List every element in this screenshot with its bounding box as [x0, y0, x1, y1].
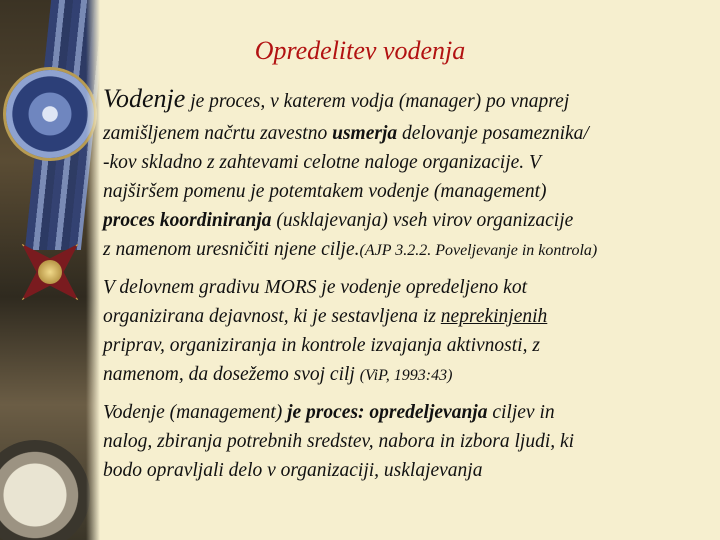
- text-line: [103, 360, 715, 390]
- text-line: [103, 82, 715, 119]
- paragraph-definition-ajp: [103, 82, 715, 265]
- citation: (ViP, 1993:43): [359, 367, 453, 384]
- text-line: [103, 302, 715, 331]
- text-line: -kov skladno z zahtevami celotne naloge organizacije. V: [103, 152, 541, 173]
- text-fragment: (usklajevanja) vseh virov organizacije: [271, 210, 574, 231]
- text-fragment: Vodenje (management): [103, 402, 288, 423]
- text-fragment: ciljev in: [487, 402, 555, 423]
- text-line: priprav, organiziranja in kontrole izvajanja aktivnosti, z: [103, 335, 540, 356]
- text-fragment: delovanje posameznika/: [397, 123, 589, 144]
- bold-term: je proces: opredeljevanja: [287, 402, 488, 423]
- text-line: bodo opravljali delo v organizaciji, usklajevanja: [103, 460, 483, 481]
- text-fragment: zamišljenem načrtu zavestno: [103, 123, 333, 144]
- rosette-image: [6, 70, 94, 158]
- text-line: [103, 206, 715, 235]
- text-line: [103, 398, 715, 427]
- bold-term: proces koordiniranja: [103, 210, 272, 231]
- text-line: [103, 119, 715, 148]
- text-fragment: z namenom uresničiti njene cilje.: [103, 239, 360, 260]
- decorative-medal-photo: [0, 0, 100, 540]
- text-line: nalog, zbiranja potrebnih sredstev, nabora in izbora ljudi, ki: [103, 431, 575, 452]
- text-line: [103, 235, 715, 265]
- slide-title: Opredelitev vodenja: [254, 36, 466, 65]
- text-line: V delovnem gradivu MORS je vodenje opredeljeno kot: [103, 277, 527, 298]
- paragraph-definition-mors: [103, 273, 715, 390]
- text-fragment: je proces, v katerem vodja (manager) po vnaprej: [185, 91, 570, 112]
- bold-term: usmerja: [332, 123, 398, 144]
- compass-image: [0, 440, 90, 540]
- text-fragment: organizirana dejavnost, ki je sestavljena iz: [103, 306, 441, 327]
- underlined-term: neprekinjenih: [440, 306, 548, 327]
- paragraph-definition-process: [103, 398, 715, 485]
- slide-body: [103, 82, 715, 493]
- citation: (AJP 3.2.2. Poveljevanje in kontrola): [359, 242, 598, 259]
- medal-center-image: [38, 260, 62, 284]
- lead-word: Vodenje: [103, 84, 186, 113]
- text-fragment: namenom, da dosežemo svoj cilj: [103, 364, 360, 385]
- text-line: najširšem pomenu je potemtakem vodenje (management): [103, 181, 547, 202]
